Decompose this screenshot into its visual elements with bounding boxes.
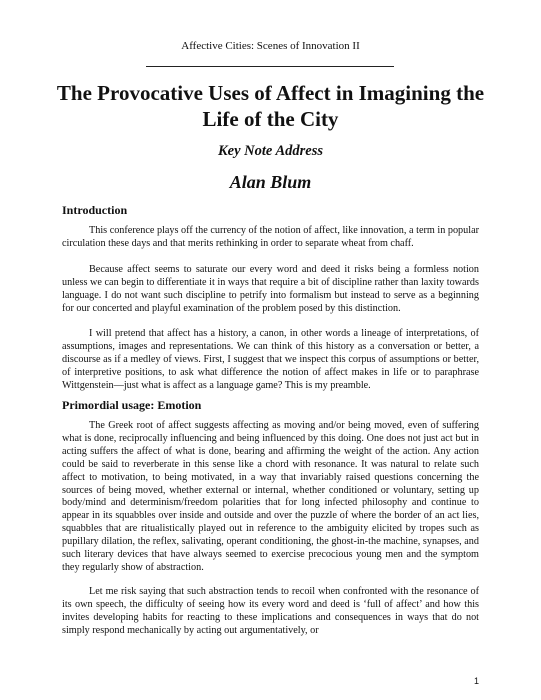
section-heading-introduction: Introduction: [62, 203, 128, 217]
document-title: The Provocative Uses of Affect in Imagining the Life of the City: [56, 81, 485, 131]
running-header: Affective Cities: Scenes of Innovation II: [181, 40, 360, 52]
paragraph: The Greek root of affect suggests affecting as moving and/or being moved, even of suffering what is done, reciprocally influencing and being influenced by this doing. One does not just act but in acting suffers the affect of what is done, bearing and affirming the weight of the action. Any action could be said to reverberate in this sense like a chord with resonance. It was natural to relate such affect to motivation, to being motivated, in a way that invariably raised questions concerning the sources of being moved, whether external or internal, whether conditioned or voluntary, setting up body/mind and determinism/freedom polarities that for long infected philosophy and continue to appear in its squabbles over inside and outside and over the puzzle of where the border of an act lies, squabbles that are ritualistically played out in reference to the ambiguity elicited by tropes such as pupillary dilation, the reflex, salivating, operant conditioning, the ghost-in-the machine, synapses, and such literary devices that have always seemed to exercise precocious young men and the symptom they regularly show of abstraction.: [62, 420, 479, 573]
paragraph: I will pretend that affect has a history, a canon, in other words a lineage of interpretations, of assumptions, images and representations. We can think of this history as a conversation or better, a discourse as if a medley of views. First, I suggest that we inspect this corpus of assumptions or better, of interpretive positions, to ask what difference the notion of affect makes in life or to paraphrase Wittgenstein—just what is affect as a language game? This is my preamble.: [62, 328, 479, 391]
document-subtitle: Key Note Address: [218, 143, 323, 159]
author-name: Alan Blum: [229, 172, 312, 192]
paragraph: This conference plays off the currency of the notion of affect, like innovation, a term in popular circulation these days and that merits rethinking in order to separate wheat from chaff.: [62, 225, 479, 249]
paragraph: Because affect seems to saturate our every word and deed it risks being a formless notion unless we can begin to differentiate it in ways that require a bit of discipline rather than laxity towards language. I do not want such discipline to petrify into formalism but instead to serve as a beginning for our concerted and playful examination of the problem posed by this distinction.: [62, 264, 479, 314]
section-heading-primordial-usage: Primordial usage: Emotion: [62, 398, 202, 412]
paragraph: Let me risk saying that such abstraction tends to recoil when confronted with the resonance of its own speech, the difficulty of seeing how its every word and deed is ‘full of affect’ and how this invites developing habits for reacting to these implications and consequences in ways that do not simply respond mechanically by acting out argumentatively, or: [62, 586, 479, 636]
header-rule: [146, 66, 394, 67]
page-number: 1: [474, 676, 480, 686]
